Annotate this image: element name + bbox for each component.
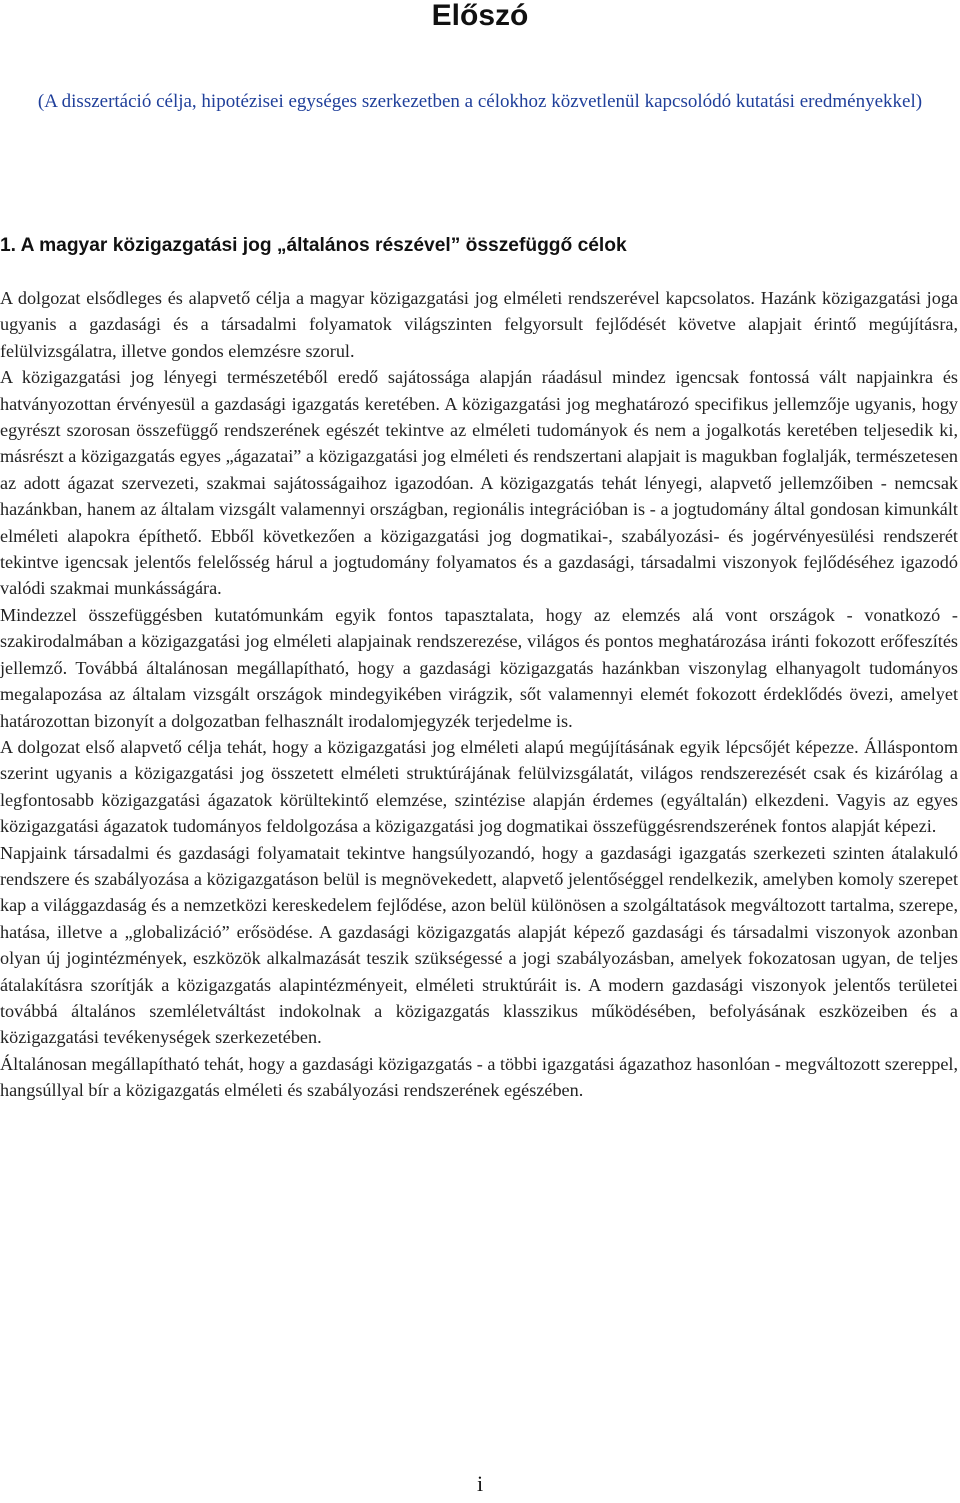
paragraph: A dolgozat első alapvető célja tehát, hogy a közigazgatási jog elméleti alapú megújításának egyik lépcsőjét képezze. Álláspontom szerint ugyanis a közigazgatási jog összetett elméleti struktúrájának felülvizsgálatát, világos rendszerezését csak és kizárólag a legfontosabb közigazgatási ágazatok körültekintő elemzése, szintézise alapján érdemes (egyáltalán) elkezdeni. Vagyis az egyes közigazgatási ágazatok tudományos feldolgozása a közigazgatási jog dogmatikai összefüggésrendszerének fontos alapját képezi. — [0, 736, 958, 837]
page-subtitle: (A disszertáció célja, hipotézisei egységes szerkezetben a célokhoz közvetlenül kapcsolódó kutatási eredményekkel) — [37, 91, 923, 112]
paragraph: A közigazgatási jog lényegi természetéből eredő sajátossága alapján ráadásul mindez igencsak fontossá vált napjainkra és hatványozottan érvényesül a gazdasági igazgatás keretében. A közigazgatási jog meghatározó specifikus jellemzője ugyanis, hogy egyrészt szorosan összefüggő rendszerének egészét tekintve az elméleti tudományok és nem a jogalkotás keretében teljesedik ki, másrészt a közigazgatás egyes „ágazatai” a közigazgatási jog elméleti és rendszertani alapjait is magukban foglalják, természetesen az adott ágazat szervezeti, szakmai sajátosságaihoz igazodóan. A közigazgatás tehát lényegi, alapvető jellemzőiben - nemcsak hazánkban, hanem az általam vizsgált valamennyi országban, regionális integrációban is - a jogtudomány által gondosan kimunkált elméleti alapokra építhető. Ebből következően a közigazgatási jog dogmatikai-, szabályozási- és jogérvényesülési rendszerét tekintve igencsak jelentős felelősség hárul a jogtudomány folyamatos és a gazdasági, társadalmi viszonyok fejlődéséhez igazodó valódi szakmai munkásságára. — [0, 367, 958, 599]
paragraph: Napjaink társadalmi és gazdasági folyamatait tekintve hangsúlyozandó, hogy a gazdasági igazgatás szerkezeti szinten átalakuló rendszere és szabályozása a közigazgatáson belül is megnövekedett, alapvető jelentőséggel rendelkezik, amelyben komoly szerepet kap a világgazdaság és a nemzetközi kereskedelem fejlődése, azon belül különösen a szolgáltatások megváltozott tartalma, szerepe, hatása, illetve a „globalizáció” erősödése. A gazdasági közigazgatás alapját képező gazdasági és társadalmi viszonyok azonban olyan új jogintézmények, eszközök alkalmazását teszik szükségessé a jogi szabályozásban, amelyek fokozatosan ugyan, de teljes átalakításra szorítják a közigazgatás alapintézményeit, elméleti struktúráit is. A modern gazdasági viszonyok jelentős területei továbbá általános szemléletváltást indokolnak a közigazgatás klasszikus működésében, befolyásának eszközeiben és a közigazgatási tevékenységek szerkezetében. — [0, 842, 958, 1048]
page-title: Előszó — [431, 0, 529, 32]
body-text — [0, 285, 958, 1104]
paragraph: Általánosan megállapítható tehát, hogy a gazdasági közigazgatás - a többi igazgatási ágazathoz hasonlóan - megváltozott szereppel, hangsúllyal bír a közigazgatás elméleti és szabályozási rendszerének egészében. — [0, 1053, 959, 1101]
section-heading: 1. A magyar közigazgatási jog „általános részével” összefüggő célok — [0, 235, 627, 256]
paragraph: Mindezzel összefüggésben kutatómunkám egyik fontos tapasztalata, hogy az elemzés alá vont országok - vonatkozó - szakirodalmában a közigazgatási jog elméleti alapjainak rendszerezése, világos és pontos meghatározása iránti fokozott erőfeszítés jellemző. Továbbá általánosan megállapítható, hogy a gazdasági közigazgatás hazánkban viszonylag elhanyagolt tudományos megalapozása az általam vizsgált országok mindegyikében virágzik, sőt valamennyi elemét fokozott érdeklődés övezi, amelyet határozottan bizonyít a dolgozatban felhasznált irodalomjegyzék terjedelme is. — [0, 604, 958, 731]
paragraph: A dolgozat elsődleges és alapvető célja a magyar közigazgatási jog elméleti rendszerével kapcsolatos. Hazánk közigazgatási joga ugyanis a gazdasági és a társadalmi folyamatok világszinten felgyorsult fejlődését követve alapjait érintő megújításra, felülvizsgálatra, illetve gondos elemzésre szorul. — [0, 288, 958, 361]
page-number: i — [476, 1471, 484, 1496]
